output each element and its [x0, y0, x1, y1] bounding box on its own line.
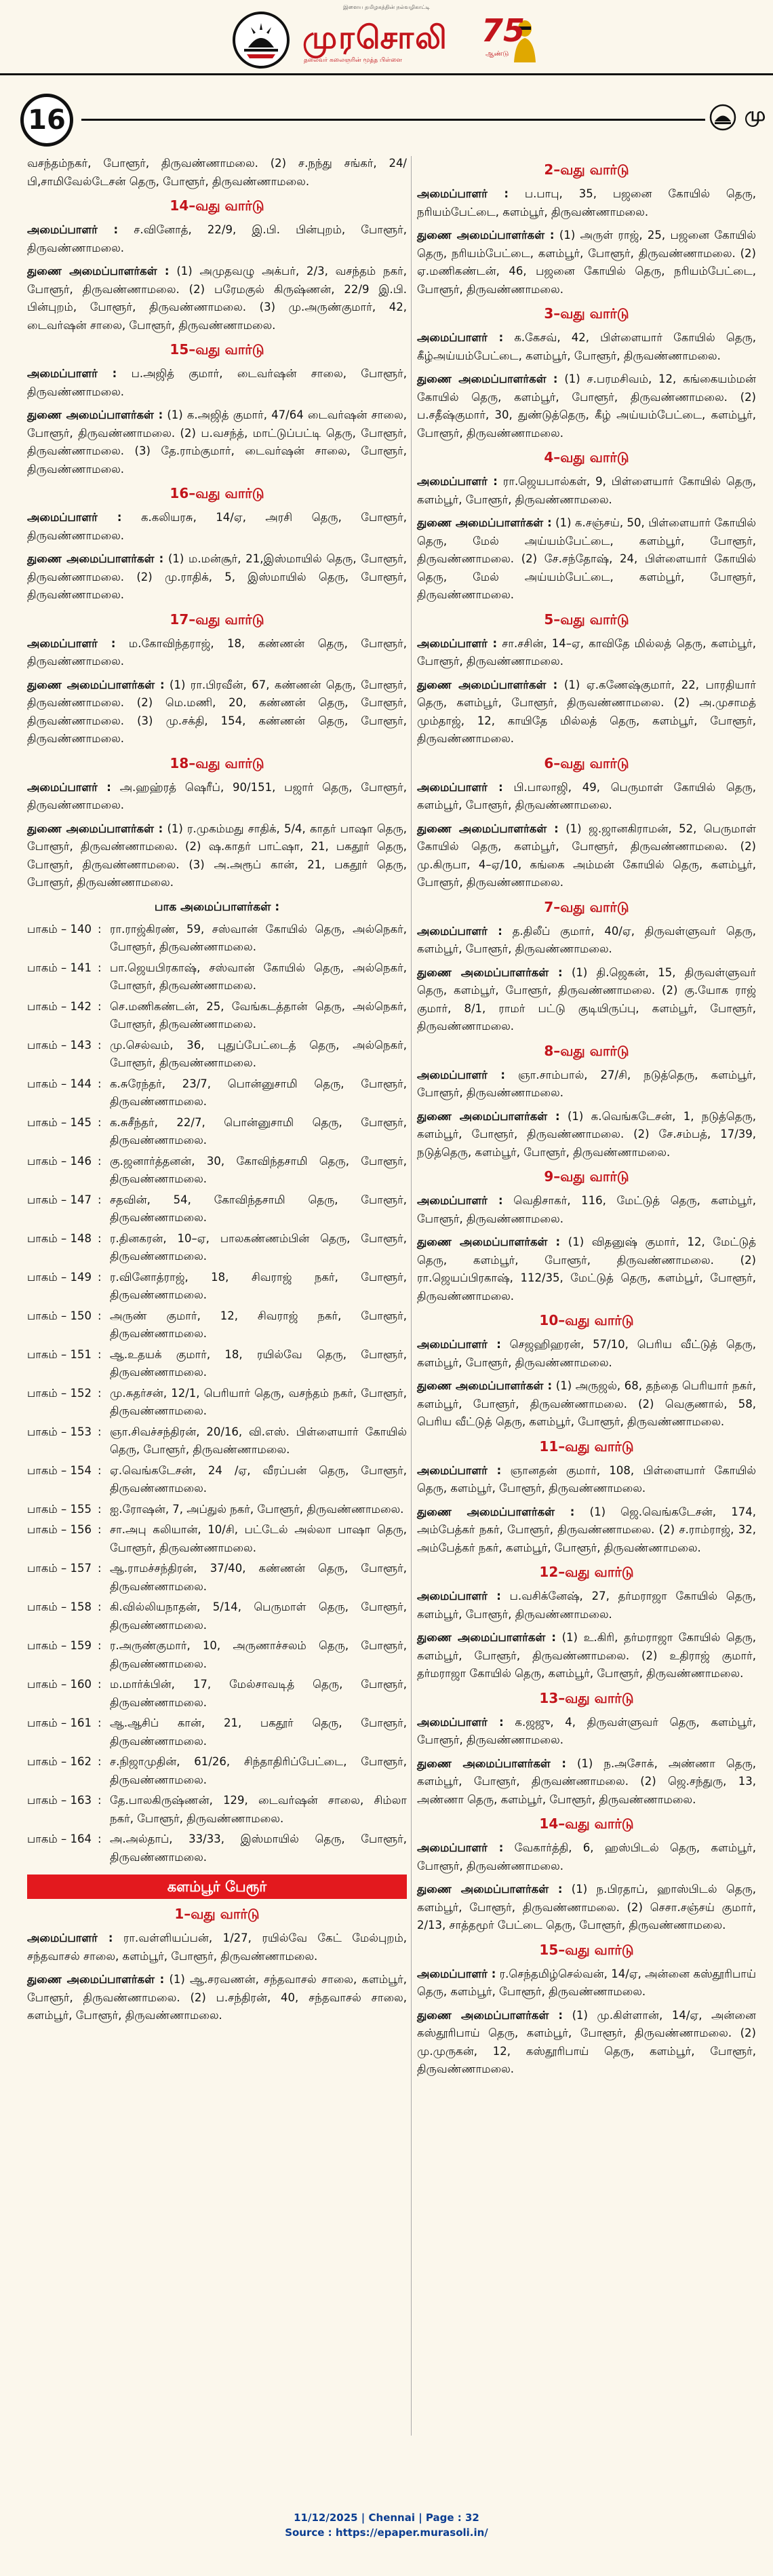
booth-label: பாகம் – 149: [27, 1270, 92, 1284]
header-rule: [81, 119, 705, 121]
booth-text: ஆ.உதயக் குமார், 18, ரயில்வே தெரு, போளூர், திருவண்ணாமலை.: [110, 1347, 407, 1379]
ward-block: [417, 899, 756, 1036]
organizer-text: அ.ஹஹ்ரத் ஷெரீப், 90/151, பஜார் தெரு, போளூர், திருவண்ணாமலை.: [27, 780, 407, 811]
booth-row: பாகம் – 156 : சா.அபு கலியான், 10/சி, பட்டேல் அல்லா பாஷா தெரு, போளூர், திருவண்ணாமலை.: [27, 1521, 407, 1557]
organizer-entry: [27, 635, 407, 671]
booth-text: ரா.ராஜ்கிரண், 59, சஸ்வான் கோயில் தெரு, அல்நெகர், போளூர், திருவண்ணாமலை.: [110, 922, 407, 953]
deputy-text: (1) ஜ.ஜானகிராமன், 52, பெருமாள் கோயில் தெரு, களம்பூர், போளூர், திருவண்ணாமலை. (2) மு.கிருபா, 4–ஏ/10, கங்கை அம்மன் கோயில் தெரு, களம்பூர், போளூர், திருவண்ணாமலை.: [417, 822, 756, 889]
deputy-label: துணை அமைப்பாளர்கள் :: [27, 552, 164, 565]
booth-text: கி.வில்லியநாதன், 5/14, பெருமாள் தெரு, போளூர், திருவண்ணாமலை.: [110, 1600, 407, 1632]
ward-block: [417, 755, 756, 892]
booth-row: பாகம் – 149 : ர.வினோத்ராஜ், 18, சிவராஜ் நகர், போளூர், திருவண்ணாமலை.: [27, 1269, 407, 1305]
organizer-text: ப.வசிக்னேஷ், 27, தர்மராஜா கோயில் தெரு, களம்பூர், போளூர், திருவண்ணாமலை.: [417, 1590, 756, 1621]
organizer-label: அமைப்பாளர் :: [417, 924, 502, 938]
organizer-entry: [417, 1839, 756, 1875]
organizer-entry: [27, 221, 407, 257]
deputy-entry: [27, 1971, 407, 2025]
deputy-entry: [417, 1108, 756, 1162]
deputy-text: (1) ஏ.கணேஷ்குமார், 22, பாரதியார் தெரு, களம்பூர், போளூர், திருவண்ணாமலை. (2) அ.முசாமத் மும்தாஜ், 12, காயிதே மில்லத் தெரு, களம்பூர், போளூர், திருவண்ணாமலை.: [417, 678, 756, 745]
booth-text: ஆ.ஆசிப் கான், 21, பகதூர் தெரு, போளூர், திருவண்ணாமலை.: [110, 1716, 407, 1748]
booth-text: பா.ஜெயபிரகாஷ், சஸ்வான் கோயில் தெரு, அல்நெகர், போளூர், திருவண்ணாமலை.: [110, 961, 407, 992]
masthead-tagline: இளைய தமிழகத்தின் நல்வழிகாட்டி: [342, 4, 430, 10]
organizer-label: அமைப்பாளர் :: [27, 1931, 113, 1944]
booth-label: பாகம் – 150: [27, 1309, 92, 1322]
organizer-label: அமைப்பாளர் :: [27, 223, 119, 236]
deputy-text: (1) ஆ.சரவணன், சந்தவாசல் சாலை, களம்பூர், போளூர், திருவண்ணாமலை. (2) ப.சந்திரன், 40, சந்தவாசல் சாலை, களம்பூர், போளூர், திருவண்ணாமலை.: [27, 1973, 407, 2022]
organizer-text: க.கலியரசு, 14/ஏ, அரசி தெரு, போளூர், திருவண்ணாமலை.: [27, 511, 407, 542]
ward-block: [27, 1906, 407, 2025]
organizer-label: அமைப்பாளர் :: [417, 1590, 501, 1602]
ward-title: 8–வது வார்டு: [544, 1042, 629, 1059]
page-footer: [0, 2510, 773, 2540]
organizer-text: க.கேசவ், 42, பிள்ளையார் கோயில் தெரு, கீழ்அய்யம்பேட்டை, களம்பூர், போளூர், திருவண்ணாமலை.: [417, 331, 756, 362]
organizer-text: வேகார்த்தி, 6, ஹஸ்பிடல் தெரு, களம்பூர், போளூர், திருவண்ணாமலை.: [417, 1841, 756, 1872]
booth-label: பாகம் – 144: [27, 1077, 92, 1090]
booth-label: பாகம் – 160: [27, 1678, 92, 1691]
deputy-text: (1) க.வெங்கடேசன், 1, நடுத்தெரு, களம்பூர், போளூர், திருவண்ணாமலை. (2) சே.சம்பத், 17/39, நடுத்தெரு, களம்பூர், போளூர், திருவண்ணாமலை.: [417, 1109, 756, 1159]
ward-title: 10–வது வார்டு: [539, 1312, 634, 1328]
ward-block: [417, 161, 756, 299]
ward-block: [417, 1815, 756, 1935]
deputy-label: துணை அமைப்பாளர்கள் :: [417, 965, 563, 979]
organizer-text: ம.கோவிந்தராஜ், 18, கண்ணன் தெரு, போளூர், திருவண்ணாமலை.: [27, 636, 407, 668]
booth-label: பாகம் – 151: [27, 1347, 92, 1361]
deputy-label: துணை அமைப்பாளர்கள் :: [27, 265, 170, 277]
deputy-entry: [417, 1233, 756, 1305]
ward-block: [417, 1690, 756, 1809]
anniversary-label: ஆண்டு: [485, 50, 509, 58]
deputy-label: துணை அமைப்பாளர்கள் :: [417, 1883, 563, 1896]
deputy-entry: [417, 676, 756, 748]
organizer-text: ப.பாபு, 35, பஜனை கோயில் தெரு, நரியம்பேட்டை, களம்பூர், திருவண்ணாமலை.: [417, 187, 756, 218]
ward-title: 18–வது வார்டு: [170, 754, 264, 771]
booth-label: பாகம் – 164: [27, 1832, 92, 1845]
organizer-entry: [417, 1462, 756, 1498]
deputy-text: (1) உ.கிரி, தர்மராஜா கோயில் தெரு, களம்பூர், போளூர், திருவண்ணாமலை. (2) உதிராஜ் குமார், தர்மராஜா கோயில் தெரு, களம்பூர், போளூர், திருவண்ணாமலை.: [417, 1631, 756, 1680]
organizer-entry: [417, 923, 756, 959]
organizer-label: அமைப்பாளர் :: [417, 636, 498, 650]
deputy-entry: [417, 1377, 756, 1431]
organizer-label: அமைப்பாளர் :: [417, 1715, 504, 1729]
booth-label: பாகம் – 147: [27, 1193, 92, 1206]
footer-date-line: 11/12/2025 | Chennai | Page : 32: [294, 2512, 479, 2524]
page-number: 16: [20, 94, 73, 147]
booth-text: ர.தினகரன், 10–ஏ, பாலகண்ணம்பின் தெரு, போளூர், திருவண்ணாமலை.: [110, 1231, 407, 1263]
anniversary-number: 75: [481, 12, 526, 49]
right-column: [417, 155, 756, 2084]
booth-text: க.சுரேந்தர், 23/7, பொன்னுசாமி தெரு, போளூர், திருவண்ணாமலை.: [110, 1077, 407, 1108]
organizer-text: வெதிசாகர், 116, மேட்டுத் தெரு, களம்பூர், போளூர், திருவண்ணாமலை.: [417, 1194, 756, 1225]
booth-label: பாகம் – 143: [27, 1038, 92, 1052]
ward-title: 16–வது வார்டு: [170, 485, 264, 501]
booth-text: க.சுசீந்தர், 22/7, பொன்னுசாமி தெரு, போளூர், திருவண்ணாமலை.: [110, 1115, 407, 1147]
booth-label: பாகம் – 154: [27, 1463, 92, 1477]
ward-block: [27, 755, 407, 892]
footer-source-link[interactable]: Source : https://epaper.murasoli.in/: [285, 2526, 488, 2539]
ward-block: [417, 1942, 756, 2079]
deputy-label: துணை அமைப்பாளர்கள் :: [27, 678, 165, 691]
ward-block: [417, 1168, 756, 1305]
ward-title: 17–வது வார்டு: [170, 611, 264, 628]
booth-row: பாகம் – 146 : கு.ஜனார்த்தனன், 30, கோவிந்தசாமி தெரு, போளூர், திருவண்ணாமலை.: [27, 1153, 407, 1189]
booth-label: பாகம் – 157: [27, 1562, 92, 1575]
deputy-text: (1) ந.பிரதாப், ஹாஸ்பிடல் தெரு, களம்பூர், போளூர், திருவண்ணாமலை. (2) செசா.சஞ்சய் குமார், 2/13, சாத்தமூர் பேட்டை தெரு, போளூர், திருவண்ணாமலை.: [417, 1883, 756, 1931]
organizer-text: ப.அஜித் குமார், டைவர்ஷன் சாலை, போளூர், திருவண்ணாமலை.: [27, 367, 407, 398]
booth-text: செ.மணிகண்டன், 25, வேங்கடத்தான் தெரு, அல்நெகர், போளூர், திருவண்ணாமலை.: [110, 999, 407, 1031]
booth-row: பாகம் – 162 : ச.நிஜாமுதின், 61/26, சிந்தாதிரிப்பேட்டை, போளூர், திருவண்ணாமலை.: [27, 1753, 407, 1789]
organizer-label: அமைப்பாளர் :: [417, 1967, 496, 1980]
deputy-entry: [27, 550, 407, 604]
organizer-entry: [27, 509, 407, 545]
booth-list: [27, 921, 407, 1867]
intro-paragraph: வசந்தம்நகர், போளூர், திருவண்ணாமலை. (2) ச.நந்து சங்கர், 24/பி,சாமிவேல்டேசன் தெரு, போளூர், திருவண்ணாமலை.: [27, 157, 407, 188]
organizer-text: ச.வினோத், 22/9, இ.பி. பின்புறம், போளூர், திருவண்ணாமலை.: [27, 223, 407, 254]
booth-organizers-heading: பாக அமைப்பாளர்கள் :: [154, 900, 280, 914]
booth-row: பாகம் – 147 : சதவின், 54, கோவிந்தசாமி தெரு, போளூர், திருவண்ணாமலை.: [27, 1191, 407, 1227]
booth-text: ர.அருண்குமார், 10, அருணாச்சலம் தெரு, போளூர், திருவண்ணாமலை.: [110, 1639, 407, 1670]
booth-text: கு.ஜனார்த்தனன், 30, கோவிந்தசாமி தெரு, போளூர், திருவண்ணாமலை.: [110, 1154, 407, 1185]
booth-row: பாகம் – 157 : ஆ.ராமச்சந்திரன், 37/40, கண்ணன் தெரு, போளூர், திருவண்ணாமலை.: [27, 1560, 407, 1596]
organizer-label: அமைப்பாளர் :: [27, 511, 122, 524]
organizer-label: அமைப்பாளர் :: [417, 331, 504, 344]
booth-text: தே.பாலகிருஷ்ணன், 129, டைவர்ஷன் சாலை, சிம்லா நகர், போளூர், திருவண்ணாமலை.: [110, 1794, 407, 1825]
organizer-entry: [417, 1714, 756, 1750]
organizer-entry: [417, 185, 756, 221]
deputy-label: துணை அமைப்பாளர்கள் :: [417, 372, 558, 385]
booth-text: ர.வினோத்ராஜ், 18, சிவராஜ் நகர், போளூர், திருவண்ணாமலை.: [110, 1270, 407, 1301]
deputy-text: (1) அமுதவழு அக்பர், 2/3, வசந்தம் நகர், போளூர், திருவண்ணாமலை. (2) பரேமகுல் கிருஷ்ணன், 22/9 இ.பி. பின்புறம், போளூர், திருவண்ணாமலை. (3) மு.அருண்குமார், 42, டைவர்ஷன் சாலை, போளூர், திருவண்ணாமலை.: [27, 265, 407, 332]
ward-title: 4–வது வார்டு: [544, 449, 629, 465]
ward-block: [417, 1312, 756, 1431]
organizer-text: ர.செந்தமிழ்செல்வன், 14/ஏ, அன்னை கஸ்தூரிபாய் தெரு, களம்பூர், போளூர், திருவண்ணாமலை.: [417, 1967, 756, 1998]
organizer-label: அமைப்பாளர் :: [417, 1338, 501, 1351]
ward-title: 12–வது வார்டு: [539, 1564, 634, 1580]
booth-text: மு.செல்வம், 36, புதுப்பேட்டைத் தெரு, அல்நெகர், போளூர், திருவண்ணாமலை.: [110, 1038, 407, 1069]
booth-row: பாகம் – 142 : செ.மணிகண்டன், 25, வேங்கடத்தான் தெரு, அல்நெகர், போளூர், திருவண்ணாமலை.: [27, 998, 407, 1034]
organizer-entry: [417, 473, 756, 509]
deputy-entry: [417, 1503, 756, 1558]
booth-text: ம.மார்க்பின், 17, மேல்சாவடித் தெரு, போளூர், திருவண்ணாமலை.: [110, 1678, 407, 1709]
booth-text: ஏ.வெங்கடேசன், 24 /ஏ, வீரப்பன் தெரு, போளூர், திருவண்ணாமலை.: [110, 1463, 407, 1495]
deputy-entry: [417, 964, 756, 1036]
ward-title: 2–வது வார்டு: [544, 161, 629, 178]
ward-title: 6–வது வார்டு: [544, 754, 629, 771]
organizer-text: த.திலீப் குமார், 40/ஏ, திருவள்ளுவர் தெரு, களம்பூர், போளூர், திருவண்ணாமலை.: [417, 924, 757, 955]
organizer-entry: [417, 1965, 756, 2001]
booth-text: ஞா.சிவச்சந்திரன், 20/16, வி.எஸ். பிள்ளையார் கோயில் தெரு, போளூர், திருவண்ணாமலை.: [110, 1425, 407, 1456]
deputy-text: (1) ந.அசோக், அண்ணா தெரு, களம்பூர், போளூர், திருவண்ணாமலை. (2) ஜெ.சந்துரு, 13, அண்ணா தெரு, களம்பூர், போளூர், திருவண்ணாமலை.: [417, 1756, 756, 1806]
rising-sun-emblem-icon: [709, 103, 737, 132]
organizer-text: சா.சசின், 14–ஏ, காவிதே மில்லத் தெரு, களம்பூர், போளூர், திருவண்ணாமலை.: [417, 636, 756, 668]
deputy-entry: [27, 406, 407, 478]
header-continued-text: மு: [745, 103, 766, 126]
ward-title: 9–வது வார்டு: [544, 1168, 629, 1185]
deputy-entry: [27, 676, 407, 748]
deputy-entry: [417, 1629, 756, 1683]
deputy-text: (1) அருள் ராஜ், 25, பஜனை கோயில் தெரு, நரியம்பேட்டை, களம்பூர், போளூர், திருவண்ணாமலை. (2) ஏ.மணிகண்டன், 46, பஜனை கோயில் தெரு, நரியம்பேட்டை, போளூர், திருவண்ணாமலை.: [417, 229, 756, 296]
deputy-label: துணை அமைப்பாளர்கள் :: [417, 1756, 566, 1770]
booth-row: பாகம் – 154 : ஏ.வெங்கடேசன், 24 /ஏ, வீரப்பன் தெரு, போளூர், திருவண்ணாமலை.: [27, 1462, 407, 1498]
booth-label: பாகம் – 142: [27, 999, 92, 1013]
organizer-label: அமைப்பாளர் :: [417, 1194, 503, 1207]
ward-title: 11–வது வார்டு: [539, 1438, 634, 1455]
ward-title: 13–வது வார்டு: [539, 1689, 634, 1706]
ward-title: 15–வது வார்டு: [539, 1941, 634, 1958]
ward-block: [417, 611, 756, 748]
organizer-text: பி.பாலாஜி, 49, பெருமாள் கோயில் தெரு, களம்பூர், போளூர், திருவண்ணாமலை.: [417, 780, 756, 811]
ward-block: [27, 341, 407, 478]
masthead: [0, 0, 773, 75]
booth-label: பாகம் – 140: [27, 922, 92, 936]
organizer-text: க.ஜஜு, 4, திருவள்ளுவர் தெரு, களம்பூர், போளூர், திருவண்ணாமலை.: [417, 1715, 756, 1746]
deputy-label: துணை அமைப்பாளர்கள் :: [27, 822, 163, 835]
ward-block: [417, 449, 756, 604]
organizer-label: அமைப்பாளர் :: [27, 367, 117, 380]
ward-block: [417, 1043, 756, 1162]
booth-text: சா.அபு கலியான், 10/சி, பட்டேல் அல்லா பாஷா தெரு, போளூர், திருவண்ணாமலை.: [110, 1523, 407, 1554]
booth-label: பாகம் – 162: [27, 1755, 92, 1768]
ward-block: [27, 611, 407, 748]
booth-row: பாகம் – 151 : ஆ.உதயக் குமார், 18, ரயில்வே தெரு, போளூர், திருவண்ணாமலை.: [27, 1346, 407, 1382]
booth-row: பாகம் – 150 : அருண் குமார், 12, சிவராஜ் நகர், போளூர், திருவண்ணாமலை.: [27, 1307, 407, 1343]
column-divider: [411, 156, 412, 2436]
ward-block: [417, 305, 756, 442]
deputy-label: துணை அமைப்பாளர்கள் :: [417, 1235, 561, 1248]
deputy-text: (1) ம.மன்சூர், 21,இஸ்மாயில் தெரு, போளூர், திருவண்ணாமலை. (2) மு.ராதிக், 5, இஸ்மாயில் தெரு, போளூர், திருவண்ணாமலை.: [27, 552, 407, 601]
deputy-label: துணை அமைப்பாளர்கள் :: [417, 1379, 553, 1392]
deputy-entry: [417, 1881, 756, 1935]
booth-label: பாகம் – 161: [27, 1716, 92, 1729]
booth-row: பாகம் – 145 : க.சுசீந்தர், 22/7, பொன்னுசாமி தெரு, போளூர், திருவண்ணாமலை.: [27, 1114, 407, 1150]
booth-label: பாகம் – 155: [27, 1502, 92, 1516]
booth-row: பாகம் – 161 : ஆ.ஆசிப் கான், 21, பகதூர் தெரு, போளூர், திருவண்ணாமலை.: [27, 1714, 407, 1750]
booth-row: பாகம் – 152 : மு.சுதர்சன், 12/1, பெரியார் தெரு, வசந்தம் நகர், போளூர், திருவண்ணாமலை.: [27, 1385, 407, 1421]
booth-label: பாகம் – 146: [27, 1154, 92, 1168]
ward-title: 3–வது வார்டு: [544, 305, 629, 322]
ward-title: 14–வது வார்டு: [539, 1815, 634, 1832]
ward-block: [417, 1438, 756, 1558]
deputy-label: துணை அமைப்பாளர்கள் :: [417, 1109, 560, 1123]
deputy-label: துணை அமைப்பாளர்கள் :: [417, 822, 559, 835]
organizer-entry: [27, 1929, 407, 1965]
newspaper-title: முரசொலி: [302, 19, 448, 56]
booth-row: பாகம் – 144 : க.சுரேந்தர், 23/7, பொன்னுசாமி தெரு, போளூர், திருவண்ணாமலை.: [27, 1075, 407, 1111]
organizer-entry: [417, 1588, 756, 1623]
organizer-entry: [417, 779, 756, 815]
deputy-entry: [417, 820, 756, 892]
ward-block: [417, 1564, 756, 1683]
deputy-text: (1) ஜெ.வெங்கடேசன், 174, அம்பேத்கர் நகர், போளூர், திருவண்ணாமலை. (2) ச.ராம்ராஜ், 32, அம்பேத்கர் நகர், களம்பூர், போளூர், திருவண்ணாமலை.: [417, 1505, 756, 1554]
deputy-text: (1) மு.கிள்ளான், 14/ஏ, அன்னை கஸ்தூரிபாய் தெரு, களம்பூர், போளூர், திருவண்ணாமலை. (2) மு.முருகன், 12, கஸ்தூரிபாய் தெரு, களம்பூர், போளூர், திருவண்ணாமலை.: [417, 2008, 756, 2075]
ward-block: [27, 485, 407, 604]
deputy-entry: [417, 514, 756, 604]
organizer-label: அமைப்பாளர் :: [417, 780, 503, 794]
organizer-text: ஞானதன் குமார், 108, பிள்ளையார் கோயில் தெரு, களம்பூர், போளூர், திருவண்ணாமலை.: [417, 1463, 756, 1495]
deputy-text: (1) க.அஜித் குமார், 47/64 டைவர்ஷன் சாலை, போளூர், திருவண்ணாமலை. (2) ப.வசந்த், மாட்டுப்பட்டி தெரு, போளூர், திருவண்ணாமலை. (3) தே.ராம்குமார், டைவர்ஷன் சாலை, போளூர், திருவண்ணாமலை.: [27, 408, 407, 476]
organizer-entry: [417, 635, 756, 671]
booth-row: பாகம் – 164 : அ.அல்தாப், 33/33, இஸ்மாயில் தெரு, போளூர், திருவண்ணாமலை.: [27, 1830, 407, 1866]
organizer-entry: [417, 329, 756, 365]
booth-text: அ.அல்தாப், 33/33, இஸ்மாயில் தெரு, போளூர், திருவண்ணாமலை.: [110, 1832, 407, 1864]
deputy-entry: [417, 370, 756, 442]
deputy-entry: [417, 227, 756, 299]
booth-row: பாகம் – 153 : ஞா.சிவச்சந்திரன், 20/16, வி.எஸ். பிள்ளையார் கோயில் தெரு, போளூர், திருவண்ணாமலை.: [27, 1423, 407, 1459]
booth-label: பாகம் – 141: [27, 961, 92, 974]
booth-text: சதவின், 54, கோவிந்தசாமி தெரு, போளூர், திருவண்ணாமலை.: [110, 1193, 407, 1224]
booth-text: ச.நிஜாமுதின், 61/26, சிந்தாதிரிப்பேட்டை, போளூர், திருவண்ணாமலை.: [110, 1755, 407, 1786]
organizer-entry: [417, 1192, 756, 1228]
organizer-text: ஞா.சாம்பால், 27/சி, நடுத்தெரு, களம்பூர், போளூர், திருவண்ணாமலை.: [417, 1068, 756, 1099]
ward-title: 5–வது வார்டு: [544, 611, 629, 628]
booth-label: பாகம் – 156: [27, 1523, 92, 1536]
deputy-text: (1) தி.ஜெகன், 15, திருவள்ளுவர் தெரு, களம்பூர், போளூர், திருவண்ணாமலை. (2) கு.யோக ராஜ் குமார், 8/1, ராமர் பட்டு குடியிருப்பு, களம்பூர், போளூர், திருவண்ணாமலை.: [417, 965, 756, 1033]
deputy-label: துணை அமைப்பாளர்கள் :: [417, 229, 555, 242]
organizer-text: ரா.ஜெயபால்கள், 9, பிள்ளையார் கோயில் தெரு, களம்பூர், போளூர், திருவண்ணாமலை.: [417, 475, 756, 506]
deputy-label: துணை அமைப்பாளர்கள் :: [27, 408, 163, 421]
deputy-entry: [27, 820, 407, 892]
organizer-label: அமைப்பாளர் :: [417, 1068, 506, 1081]
booth-label: பாகம் – 145: [27, 1115, 92, 1129]
deputy-text: (1) விதனுஷ் குமார், 12, மேட்டுத் தெரு, களம்பூர், போளூர், திருவண்ணாமலை. (2) ரா.ஜெயப்பிரகாஷ், 112/35, மேட்டுத் தெரு, களம்பூர், போளூர், திருவண்ணாமலை.: [417, 1235, 756, 1303]
deputy-entry: [417, 1755, 756, 1809]
deputy-text: (1) ச.பரமசிவம், 12, கங்கையம்மன் கோயில் தெரு, களம்பூர், போளூர், திருவண்ணாமலை. (2) ப.சதீஷ்குமார், 30, துண்டுத்தெரு, கீழ் அய்யம்பேட்டை, களம்பூர், போளூர், திருவண்ணாமலை.: [417, 372, 756, 440]
organizer-label: அமைப்பாளர் :: [417, 187, 509, 200]
booth-row: பாகம் – 159 : ர.அருண்குமார், 10, அருணாச்சலம் தெரு, போளூர், திருவண்ணாமலை.: [27, 1637, 407, 1673]
booth-row: பாகம் – 143 : மு.செல்வம், 36, புதுப்பேட்டைத் தெரு, அல்நெகர், போளூர், திருவண்ணாமலை.: [27, 1037, 407, 1073]
booth-label: பாகம் – 159: [27, 1639, 92, 1652]
booth-label: பாகம் – 158: [27, 1600, 92, 1613]
organizer-text: செஜஹிஹரன், 57/10, பெரிய வீட்டுத் தெரு, களம்பூர், போளூர், திருவண்ணாமலை.: [417, 1338, 756, 1369]
booth-row: பாகம் – 160 : ம.மார்க்பின், 17, மேல்சாவடித் தெரு, போளூர், திருவண்ணாமலை.: [27, 1676, 407, 1712]
organizer-label: அமைப்பாளர் :: [417, 1841, 504, 1854]
booth-text: மு.சுதர்சன், 12/1, பெரியார் தெரு, வசந்தம் நகர், போளூர், திருவண்ணாமலை.: [110, 1386, 407, 1417]
logo: [231, 9, 542, 71]
ward-title: 7–வது வார்டு: [544, 898, 629, 915]
booth-label: பாகம் – 153: [27, 1425, 92, 1438]
deputy-label: துணை அமைப்பாளர்கள் :: [417, 1505, 575, 1518]
deputy-label: துணை அமைப்பாளர்கள் :: [417, 2008, 563, 2022]
deputy-label: துணை அமைப்பாளர்கள் :: [417, 1631, 557, 1644]
section-banner: களம்பூர் பேரூர்: [27, 1875, 407, 1899]
organizer-label: அமைப்பாளர் :: [27, 780, 111, 794]
deputy-label: துணை அமைப்பாளர்கள் :: [417, 678, 558, 691]
deputy-text: (1) ரா.பிரவீன், 67, கண்ணன் தெரு, போளூர், திருவண்ணாமலை. (2) மெ.மணி, 20, கண்ணன் தெரு, போளூர், திருவண்ணாமலை. (3) மு.சக்தி, 154, கண்ணன் தெரு, போளூர், திருவண்ணாமலை.: [27, 678, 407, 745]
booth-row: பாகம் – 158 : கி.வில்லியநாதன், 5/14, பெருமாள் தெரு, போளூர், திருவண்ணாமலை.: [27, 1598, 407, 1634]
booth-row: பாகம் – 155 : ஐ.ரோஷன், 7, அப்துல் நகர், போளூர், திருவண்ணாமலை.: [27, 1501, 407, 1519]
deputy-text: (1) ர.முகம்மது சாதிக், 5/4, காதர் பாஷா தெரு, போளூர், திருவண்ணாமலை. (2) ஷ.காதர் பாட்ஷா, 21, பகதூர் தெரு, போளூர், திருவண்ணாமலை. (3) அ.அரூப் கான், 21, பகதூர் தெரு, போளூர், திருவண்ணாமலை.: [27, 822, 407, 889]
newspaper-subtitle: தலைவர் கலைஞரின் மூத்த பிள்ளை: [304, 57, 403, 64]
rising-sun-emblem-icon: [231, 9, 292, 71]
organizer-label: அமைப்பாளர் :: [417, 475, 498, 488]
deputy-entry: [27, 263, 407, 334]
booth-row: பாகம் – 163 : தே.பாலகிருஷ்ணன், 129, டைவர்ஷன் சாலை, சிம்லா நகர், போளூர், திருவண்ணாமலை.: [27, 1792, 407, 1828]
organizer-entry: [27, 779, 407, 815]
ward-block: [27, 197, 407, 334]
ward-title: 1–வது வார்டு: [174, 1906, 260, 1922]
organizer-text: ரா.வள்ளியப்பன், 1/27, ரயில்வே கேட் மேல்புறம், சந்தவாசல் சாலை, களம்பூர், போளூர், திருவண்ணாமலை.: [27, 1931, 407, 1963]
booth-text: ஐ.ரோஷன், 7, அப்துல் நகர், போளூர், திருவண்ணாமலை.: [110, 1502, 404, 1516]
ward-title: 14–வது வார்டு: [170, 197, 264, 214]
anniversary-badge: [481, 12, 542, 66]
ward-title: 15–வது வார்டு: [170, 341, 264, 358]
organizer-label: அமைப்பாளர் :: [417, 1463, 502, 1477]
booth-row: பாகம் – 140 : ரா.ராஜ்கிரண், 59, சஸ்வான் கோயில் தெரு, அல்நெகர், போளூர், திருவண்ணாமலை.: [27, 921, 407, 957]
booth-label: பாகம் – 152: [27, 1386, 92, 1400]
deputy-text: (1) க.சஞ்சய், 50, பிள்ளையார் கோயில் தெரு, மேல் அய்யம்பேட்டை, களம்பூர், போளூர், திருவண்ணாமலை. (2) சே.சந்தோஷ், 24, பிள்ளையார் கோயில் தெரு, மேல் அய்யம்பேட்டை, களம்பூர், போளூர், திருவண்ணாமலை.: [417, 516, 756, 601]
booth-label: பாகம் – 163: [27, 1794, 92, 1807]
organizer-entry: [417, 1066, 756, 1102]
deputy-label: துணை அமைப்பாளர்கள் :: [417, 516, 552, 529]
organizer-entry: [417, 1336, 756, 1372]
booth-text: ஆ.ராமச்சந்திரன், 37/40, கண்ணன் தெரு, போளூர், திருவண்ணாமலை.: [110, 1562, 407, 1593]
booth-text: அருண் குமார், 12, சிவராஜ் நகர், போளூர், திருவண்ணாமலை.: [110, 1309, 407, 1340]
deputy-text: (1) அருஜல், 68, தந்தை பெரியார் நகர், களம்பூர், போளூர், திருவண்ணாமலை. (2) வெகுணால், 58, பெரிய வீட்டுத் தெரு, களம்பூர், போளூர், திருவண்ணாமலை.: [417, 1379, 756, 1428]
deputy-label: துணை அமைப்பாளர்கள் :: [27, 1973, 165, 1986]
booth-row: பாகம் – 141 : பா.ஜெயபிரகாஷ், சஸ்வான் கோயில் தெரு, அல்நெகர், போளூர், திருவண்ணாமலை.: [27, 959, 407, 995]
booth-label: பாகம் – 148: [27, 1231, 92, 1245]
organizer-entry: [27, 365, 407, 401]
left-column: [27, 155, 407, 2031]
organizer-label: அமைப்பாளர் :: [27, 636, 116, 650]
masthead-rule: [0, 73, 773, 75]
deputy-entry: [417, 2007, 756, 2079]
booth-row: பாகம் – 148 : ர.தினகரன், 10–ஏ, பாலகண்ணம்பின் தெரு, போளூர், திருவண்ணாமலை.: [27, 1230, 407, 1266]
